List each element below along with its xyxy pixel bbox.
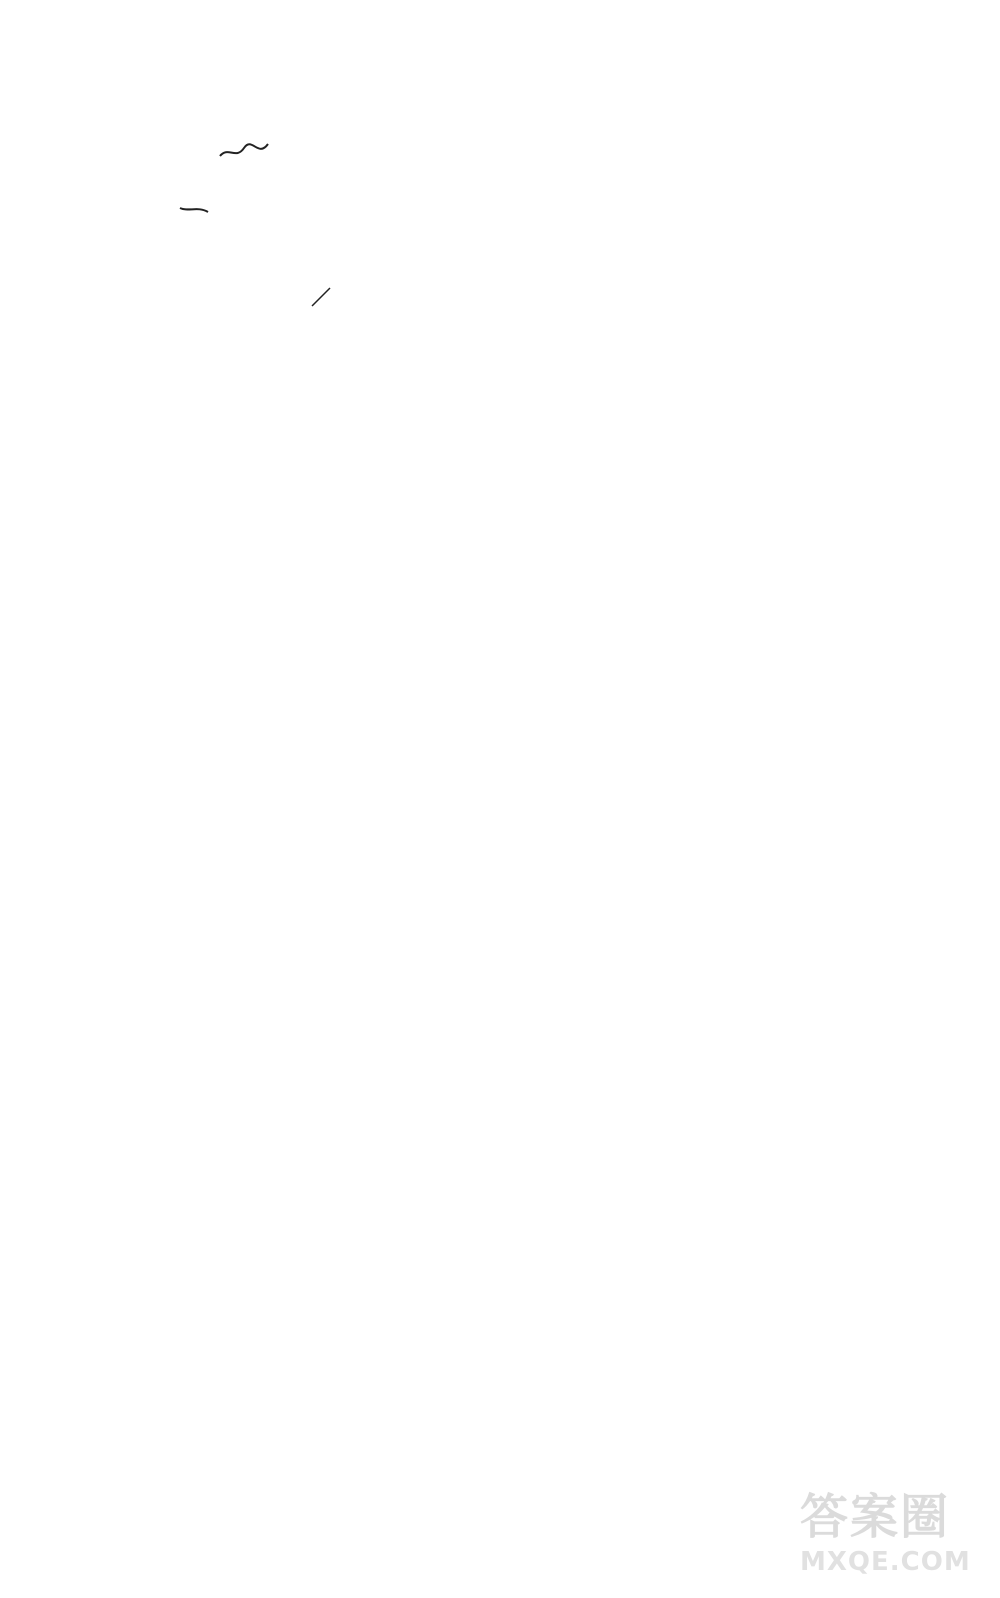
section-3-instruction	[35, 72, 967, 103]
document-page	[35, 41, 967, 103]
watermark-url: MXQE.COM	[800, 1547, 971, 1577]
handwritten-scribble	[178, 202, 212, 222]
section-2-instruction	[35, 41, 967, 72]
watermark-logo: 答案圈	[800, 1489, 951, 1545]
handwritten-scribble	[218, 138, 278, 166]
site-watermark	[800, 1478, 980, 1588]
pen-stroke	[310, 284, 334, 308]
